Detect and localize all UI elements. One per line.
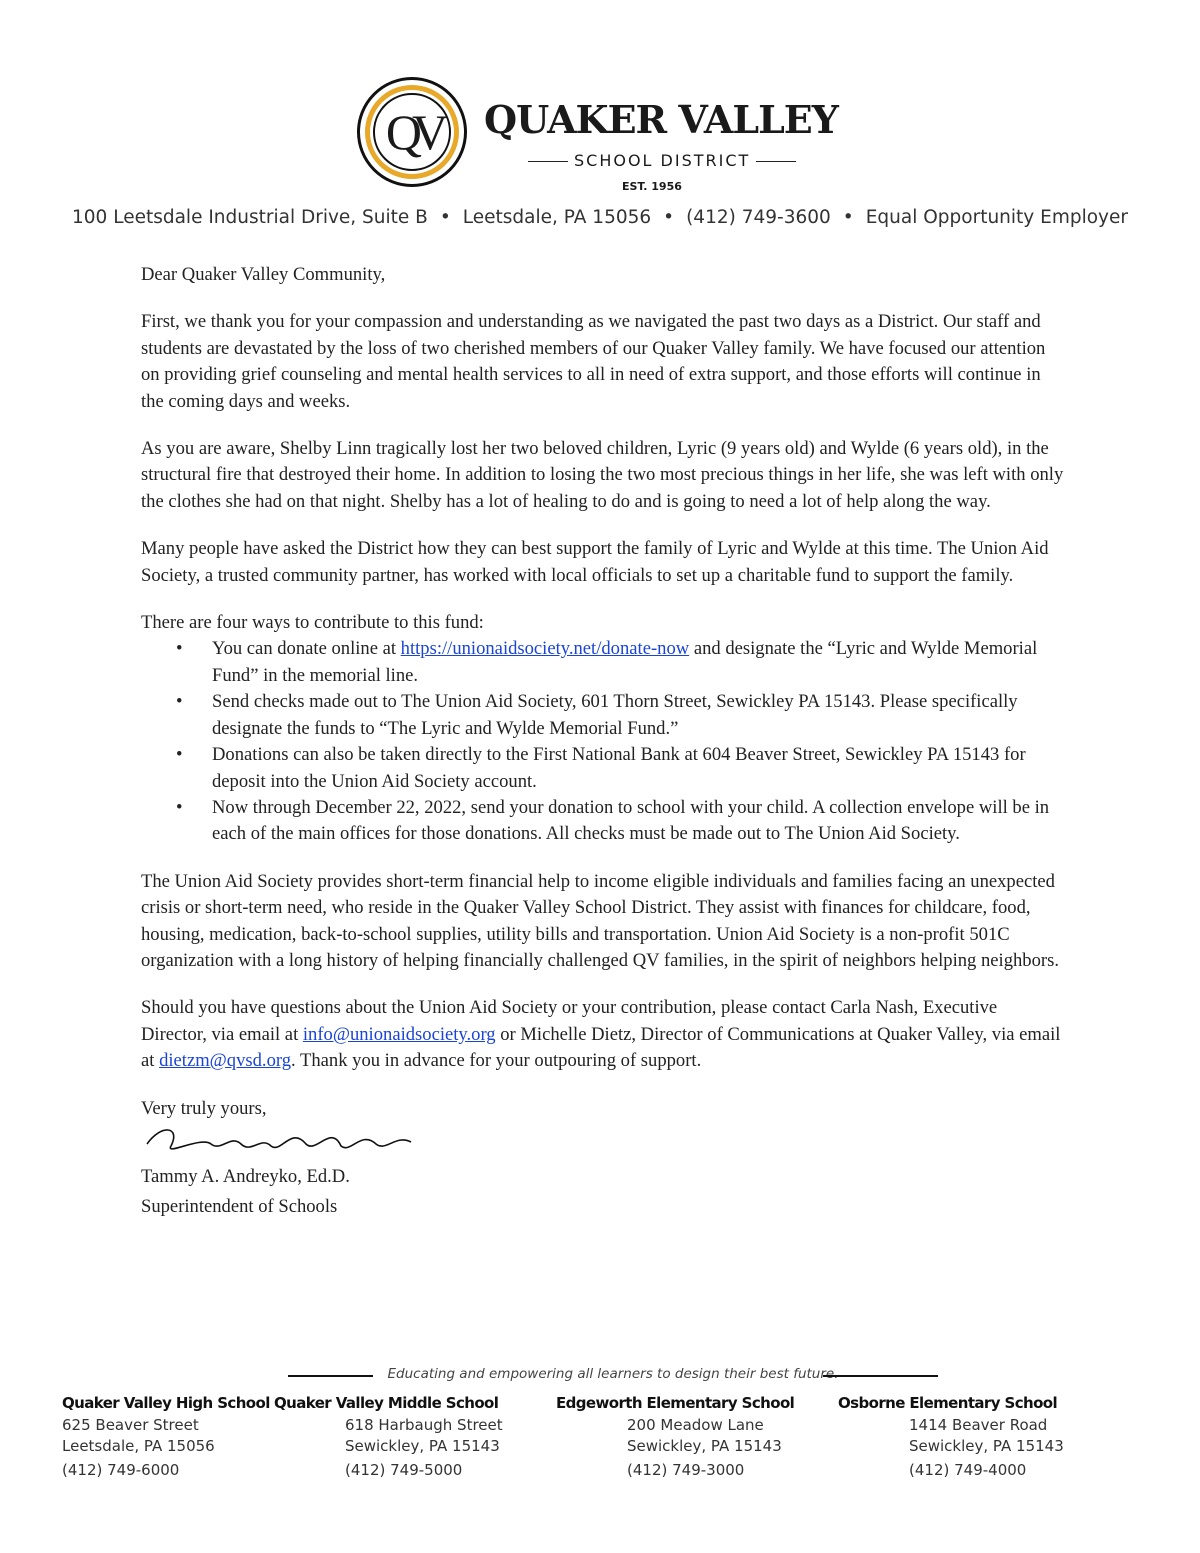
list-item: • Donations can also be taken directly to the First National Bank at 604 Beaver Street, Sewickley PA 15143 for deposit into the Union Aid Society account. xyxy=(212,742,1066,795)
text: You can donate online at xyxy=(212,638,401,660)
paragraph: Many people have asked the District how they can best support the family of Lyric and Wylde at this time. The Union Aid Society, a trusted community partner, has worked with local officials to set up a charitable fund to support the family. xyxy=(141,538,1049,586)
email-link-dietz[interactable]: dietzm@qvsd.org xyxy=(159,1050,292,1072)
street-address: 100 Leetsdale Industrial Drive, Suite B xyxy=(72,207,428,228)
closing: Very truly yours, xyxy=(141,1097,267,1119)
school-name: Quaker Valley Middle School xyxy=(274,1394,499,1412)
school-phone: (412) 749-6000 xyxy=(62,1461,180,1479)
paragraph: As you are aware, Shelby Linn tragically lost her two beloved children, Lyric (9 years old) and Wylde (6 years old), in the structural fire that destroyed their home. In addition to losing the two most precious things in her life, she was left with only the clothes she had on that night. Shelby has a lot of healing to do and is going to need a lot of help along the way. xyxy=(141,438,1064,512)
school-phone: (412) 749-5000 xyxy=(345,1461,463,1479)
school-edgeworth xyxy=(556,1393,794,1481)
school-phone: (412) 749-4000 xyxy=(909,1461,1027,1479)
footer-tagline: Educating and empowering all learners to design their best future. xyxy=(288,1366,938,1388)
school-name: Edgeworth Elementary School xyxy=(556,1394,795,1412)
school-phone: (412) 749-3000 xyxy=(627,1461,745,1479)
seal-letters: QV xyxy=(373,93,451,171)
school-street: 625 Beaver Street xyxy=(62,1416,199,1434)
text: and designate the “Lyric and Wylde Memorial Fund” in the memorial line. xyxy=(212,638,1038,686)
school-street: 200 Meadow Lane xyxy=(627,1416,764,1434)
school-middle xyxy=(274,1393,503,1481)
text: Should you have questions about the Union Aid Society or your contribution, please contact Carla Nash, Executive Director, via email at xyxy=(141,997,998,1045)
district-logo xyxy=(357,77,857,197)
school-name: Osborne Elementary School xyxy=(838,1394,1058,1412)
paragraph xyxy=(141,995,1066,1074)
employer-note: Equal Opportunity Employer xyxy=(865,207,1128,228)
ways-list xyxy=(141,636,1066,847)
school-high xyxy=(62,1393,270,1481)
signer-name: Tammy A. Andreyko, Ed.D. xyxy=(141,1165,350,1187)
text: or Michelle Dietz, Director of Communications at Quaker Valley, via email at xyxy=(141,1023,1061,1072)
donate-link[interactable]: https://unionaidsociety.net/donate-now xyxy=(400,638,690,660)
letterhead-address: 100 Leetsdale Industrial Drive, Suite B • Leetsdale, PA 15056 • (412) 749-3600 • Equal Opportunity Employer xyxy=(72,207,1128,228)
signature-scribble xyxy=(141,1116,421,1158)
email-link-info[interactable]: info@unionaidsociety.org xyxy=(302,1023,496,1045)
salutation: Dear Quaker Valley Community, xyxy=(141,264,386,285)
list-item: • Now through December 22, 2022, send your donation to school with your child. A collection envelope will be in each of the main offices for those donations. All checks must be made out to The Union Aid Society. xyxy=(212,795,1066,848)
school-osborne xyxy=(838,1393,1064,1481)
brand-name: QUAKER VALLEY xyxy=(484,97,838,142)
school-street: 1414 Beaver Road xyxy=(909,1416,1048,1434)
school-name: Quaker Valley High School xyxy=(62,1394,270,1412)
phone: (412) 749-3600 xyxy=(686,207,831,228)
school-city: Sewickley, PA 15143 xyxy=(627,1437,782,1455)
school-street: 618 Harbaugh Street xyxy=(345,1416,503,1434)
ways-intro: There are four ways to contribute to this fund: xyxy=(141,612,484,634)
letter-body xyxy=(141,262,1066,1221)
list-item xyxy=(212,636,1066,689)
paragraph: First, we thank you for your compassion and understanding as we navigated the past two days as a District. Our staff and students are devastated by the loss of two cherished members of our Quaker Valley family. We have focused our attention on providing grief counseling and mental health services to all in need of extra support, and those efforts will continue in the coming days and weeks. xyxy=(141,311,1046,412)
brand-subtitle: SCHOOL DISTRICT xyxy=(522,151,802,170)
school-city: Sewickley, PA 15143 xyxy=(345,1437,500,1455)
signer-title: Superintendent of Schools xyxy=(141,1196,338,1218)
paragraph: The Union Aid Society provides short-term financial help to income eligible individuals and families facing an unexpected crisis or short-term need, who reside in the Quaker Valley School District. They assist with finances for childcare, food, housing, medication, back-to-school supplies, utility bills and transportation. Union Aid Society is a non-profit 501C organization with a long history of helping financially challenged QV families, in the spirit of neighbors helping neighbors. xyxy=(141,870,1059,971)
signature xyxy=(141,1116,1066,1158)
qv-seal-icon xyxy=(357,77,467,187)
list-item: • Send checks made out to The Union Aid Society, 601 Thorn Street, Sewickley PA 15143. Please specifically designate the funds to “The Lyric and Wylde Memorial Fund.” xyxy=(212,689,1066,742)
established: EST. 1956 xyxy=(622,180,682,193)
school-city: Leetsdale, PA 15056 xyxy=(62,1437,215,1455)
city: Leetsdale, PA 15056 xyxy=(462,207,652,228)
text: . Thank you in advance for your outpouring of support. xyxy=(291,1050,702,1072)
school-city: Sewickley, PA 15143 xyxy=(909,1437,1064,1455)
